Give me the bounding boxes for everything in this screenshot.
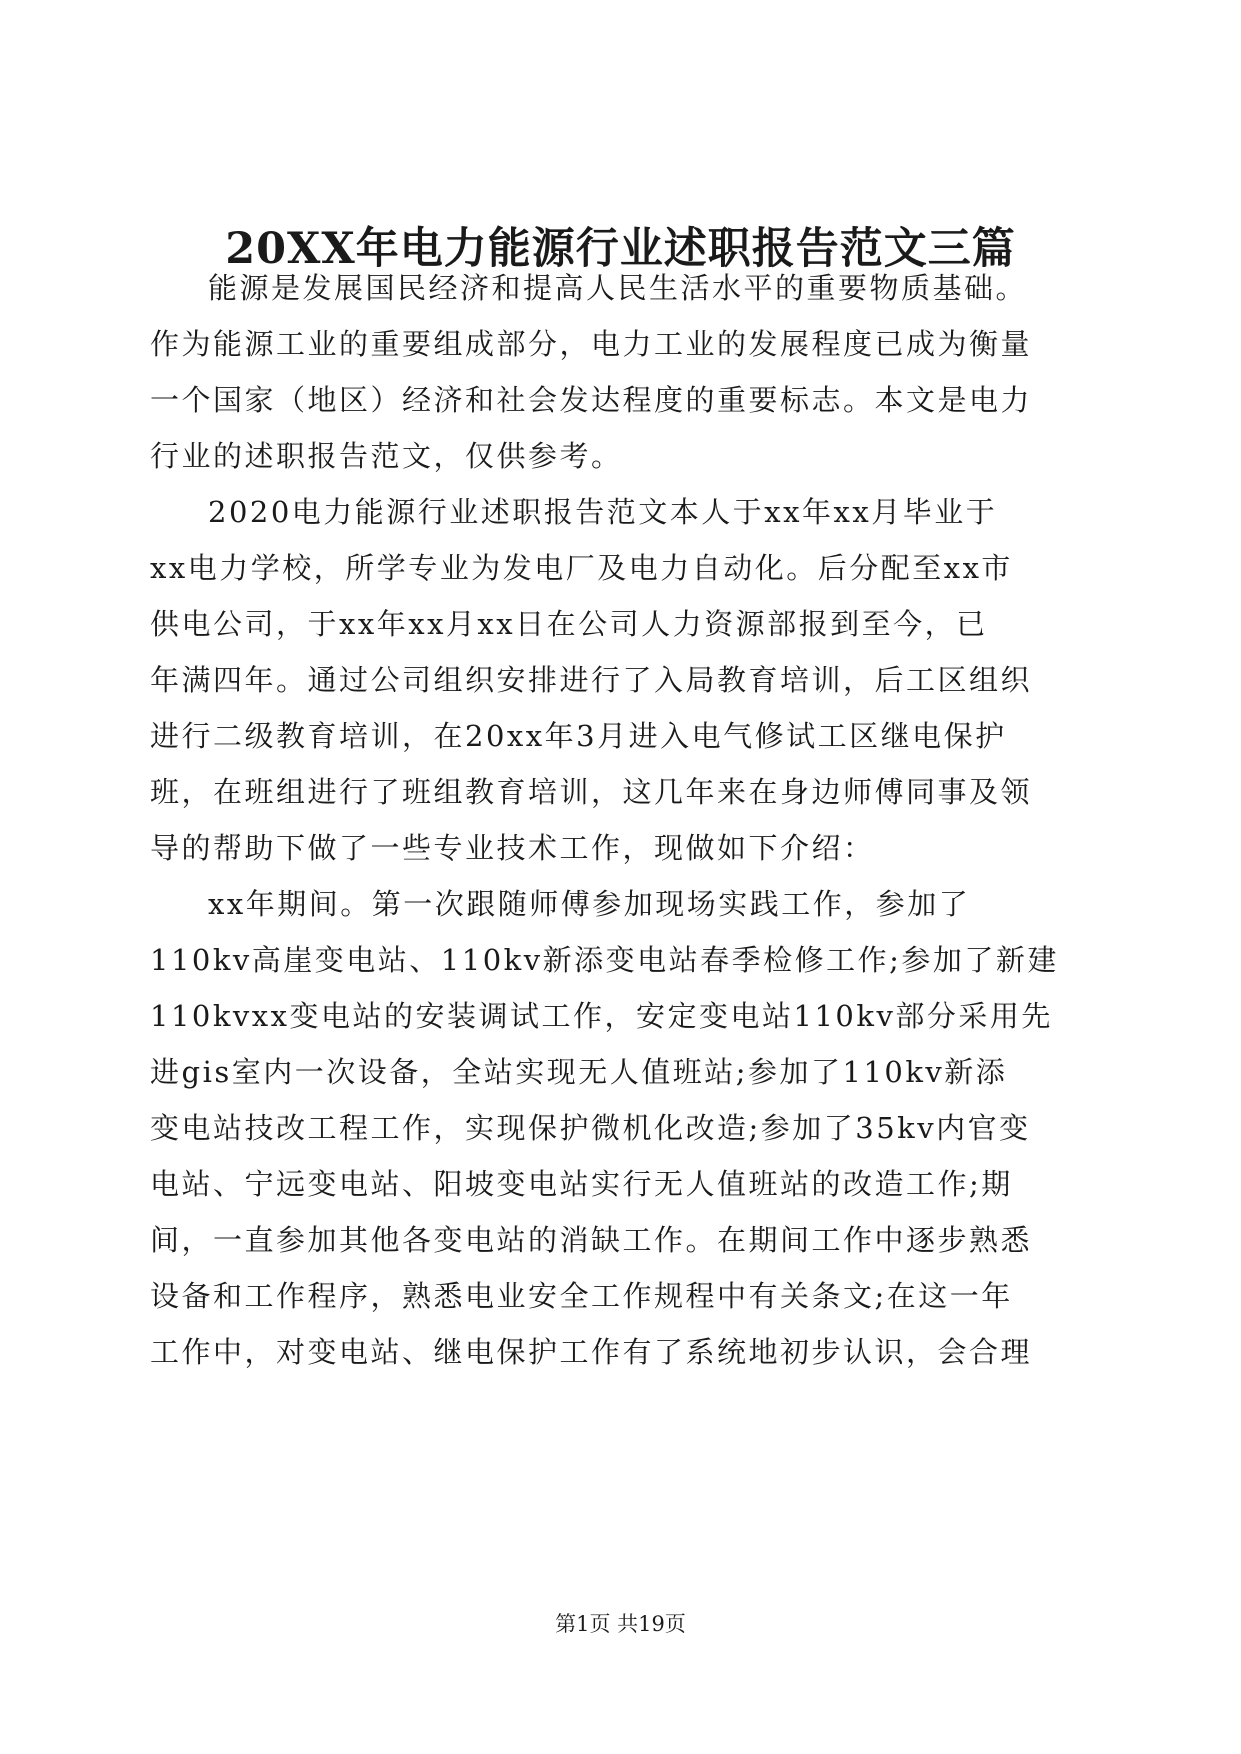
body-line: 行业的述职报告范文，仅供参考。 xyxy=(150,439,623,473)
body-line: 进gis室内一次设备，全站实现无人值班站;参加了110kv新添 xyxy=(150,1055,1008,1089)
body-line: 工作中，对变电站、继电保护工作有了系统地初步认识，会合理 xyxy=(150,1335,1033,1369)
body-line: 作为能源工业的重要组成部分，电力工业的发展程度已成为衡量 xyxy=(150,327,1033,361)
body-line: 进行二级教育培训，在20xx年3月进入电气修试工区继电保护 xyxy=(150,719,1007,753)
body-line: 间，一直参加其他各变电站的消缺工作。在期间工作中逐步熟悉 xyxy=(150,1223,1033,1257)
body-line: 电站、宁远变电站、阳坡变电站实行无人值班站的改造工作;期 xyxy=(150,1167,1013,1201)
body-line: 110kv高崖变电站、110kv新添变电站春季检修工作;参加了新建 xyxy=(150,943,1059,977)
body-line: 110kvxx变电站的安装调试工作，安定变电站110kv部分采用先 xyxy=(150,999,1053,1033)
body-line: 导的帮助下做了一些专业技术工作，现做如下介绍： xyxy=(150,831,875,865)
body-line: xx电力学校，所学专业为发电厂及电力自动化。后分配至xx市 xyxy=(150,551,1013,585)
document-title: 20XX年电力能源行业述职报告范文三篇 xyxy=(225,224,1016,274)
body-line: 设备和工作程序，熟悉电业安全工作规程中有关条文;在这一年 xyxy=(150,1279,1013,1313)
body-line: 能源是发展国民经济和提高人民生活水平的重要物质基础。 xyxy=(208,271,1028,305)
body-line: 供电公司，于xx年xx月xx日在公司人力资源部报到至今，已 xyxy=(150,607,988,641)
body-line: xx年期间。第一次跟随师傅参加现场实践工作，参加了 xyxy=(208,887,971,921)
body-line: 2020电力能源行业述职报告范文本人于xx年xx月毕业于 xyxy=(208,495,998,529)
body-line: 年满四年。通过公司组织安排进行了入局教育培训，后工区组织 xyxy=(150,663,1033,697)
page-footer: 第1页 共19页 xyxy=(555,1612,686,1636)
body-line: 一个国家（地区）经济和社会发达程度的重要标志。本文是电力 xyxy=(150,383,1033,417)
body-line: 班，在班组进行了班组教育培训，这几年来在身边师傅同事及领 xyxy=(150,775,1033,809)
body-line: 变电站技改工程工作，实现保护微机化改造;参加了35kv内官变 xyxy=(150,1111,1031,1145)
